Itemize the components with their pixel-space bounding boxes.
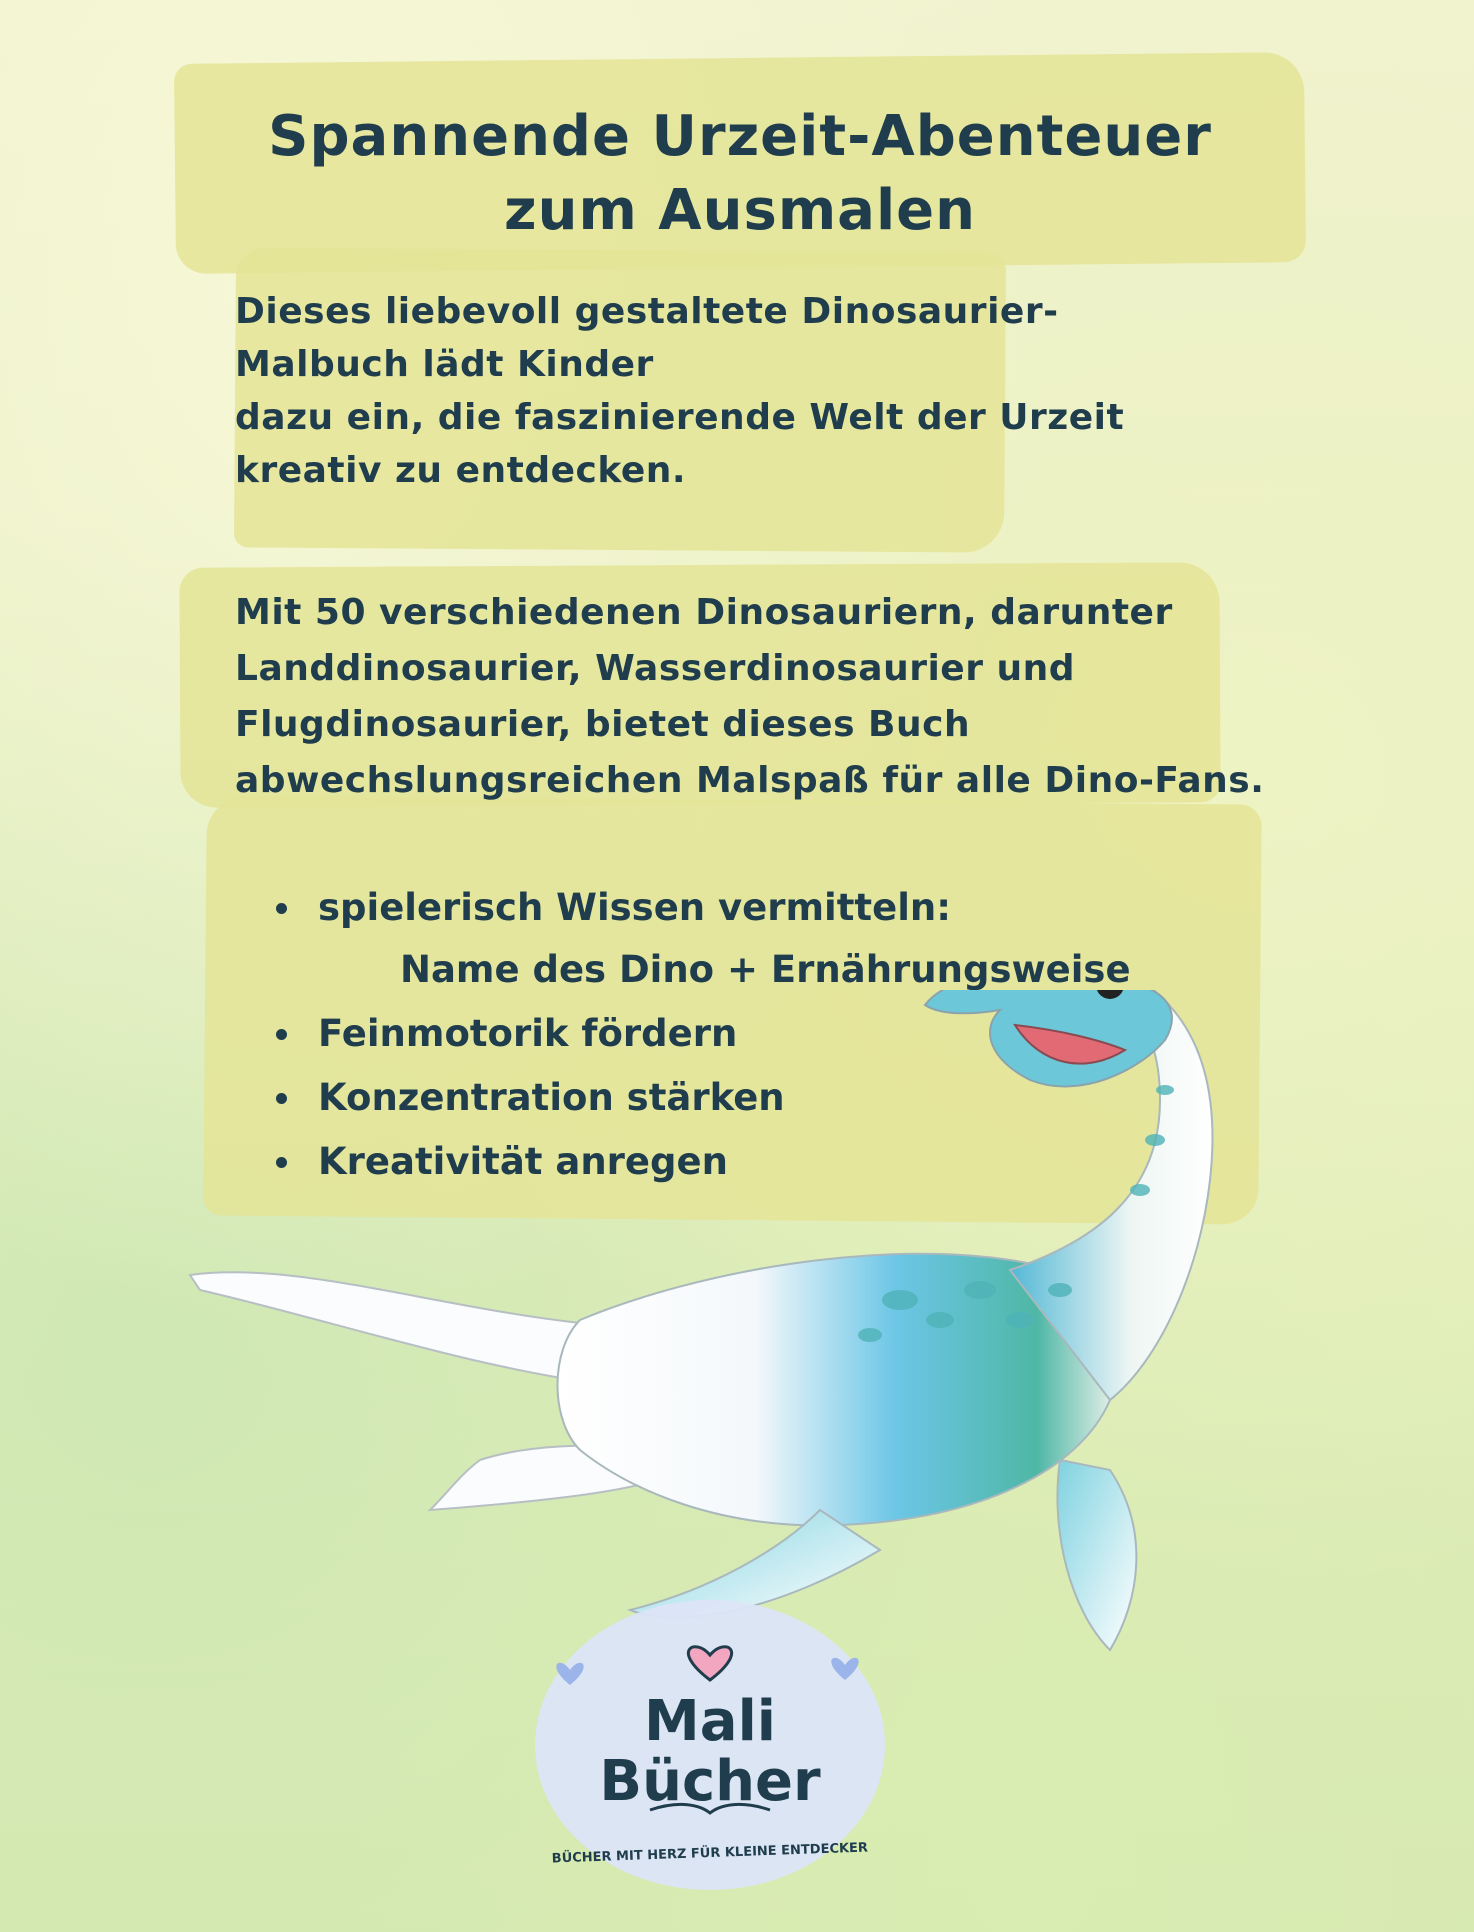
list-item-label: spielerisch Wissen vermitteln: xyxy=(318,886,952,929)
description-paragraph xyxy=(235,585,1264,809)
list-item-label: Konzentration stärken xyxy=(318,1076,785,1119)
svg-text:Bücher: Bücher xyxy=(599,1749,821,1814)
description-line: Flugdinosaurier, bietet dieses Buch xyxy=(235,704,971,745)
title-line-1: Spannende Urzeit-Abenteuer xyxy=(268,104,1212,169)
svg-text:Mali: Mali xyxy=(644,1689,776,1754)
intro-line: kreativ zu entdecken. xyxy=(235,450,687,491)
list-item xyxy=(260,876,1131,1002)
description-line: abwechslungsreichen Malspaß für alle Dino-Fans. xyxy=(235,760,1265,801)
list-item-label: Feinmotorik fördern xyxy=(318,1012,738,1055)
svg-text:BÜCHER MIT HERZ FÜR KLEINE ENT: BÜCHER MIT HERZ FÜR KLEINE ENTDECKER xyxy=(551,1840,869,1867)
intro-line: dazu ein, die faszinierende Welt der Urzeit xyxy=(235,397,1125,438)
mali-buecher-logo xyxy=(530,1595,890,1895)
plesiosaur-illustration xyxy=(180,990,1340,1670)
bullet-icon xyxy=(276,903,287,914)
description-line: Mit 50 verschiedenen Dinosauriern, darunter xyxy=(235,592,1173,633)
intro-paragraph xyxy=(235,285,1124,497)
intro-line: Dieses liebevoll gestaltete Dinosaurier- xyxy=(235,291,1059,332)
description-line: Landdinosaurier, Wasserdinosaurier und xyxy=(235,648,1076,689)
page-title xyxy=(210,100,1270,248)
intro-line: Malbuch lädt Kinder xyxy=(235,344,654,385)
list-item-label: Kreativität anregen xyxy=(318,1140,728,1183)
list-item-sublabel: Name des Dino + Ernährungsweise xyxy=(400,948,1131,991)
title-line-2: zum Ausmalen xyxy=(503,178,977,243)
